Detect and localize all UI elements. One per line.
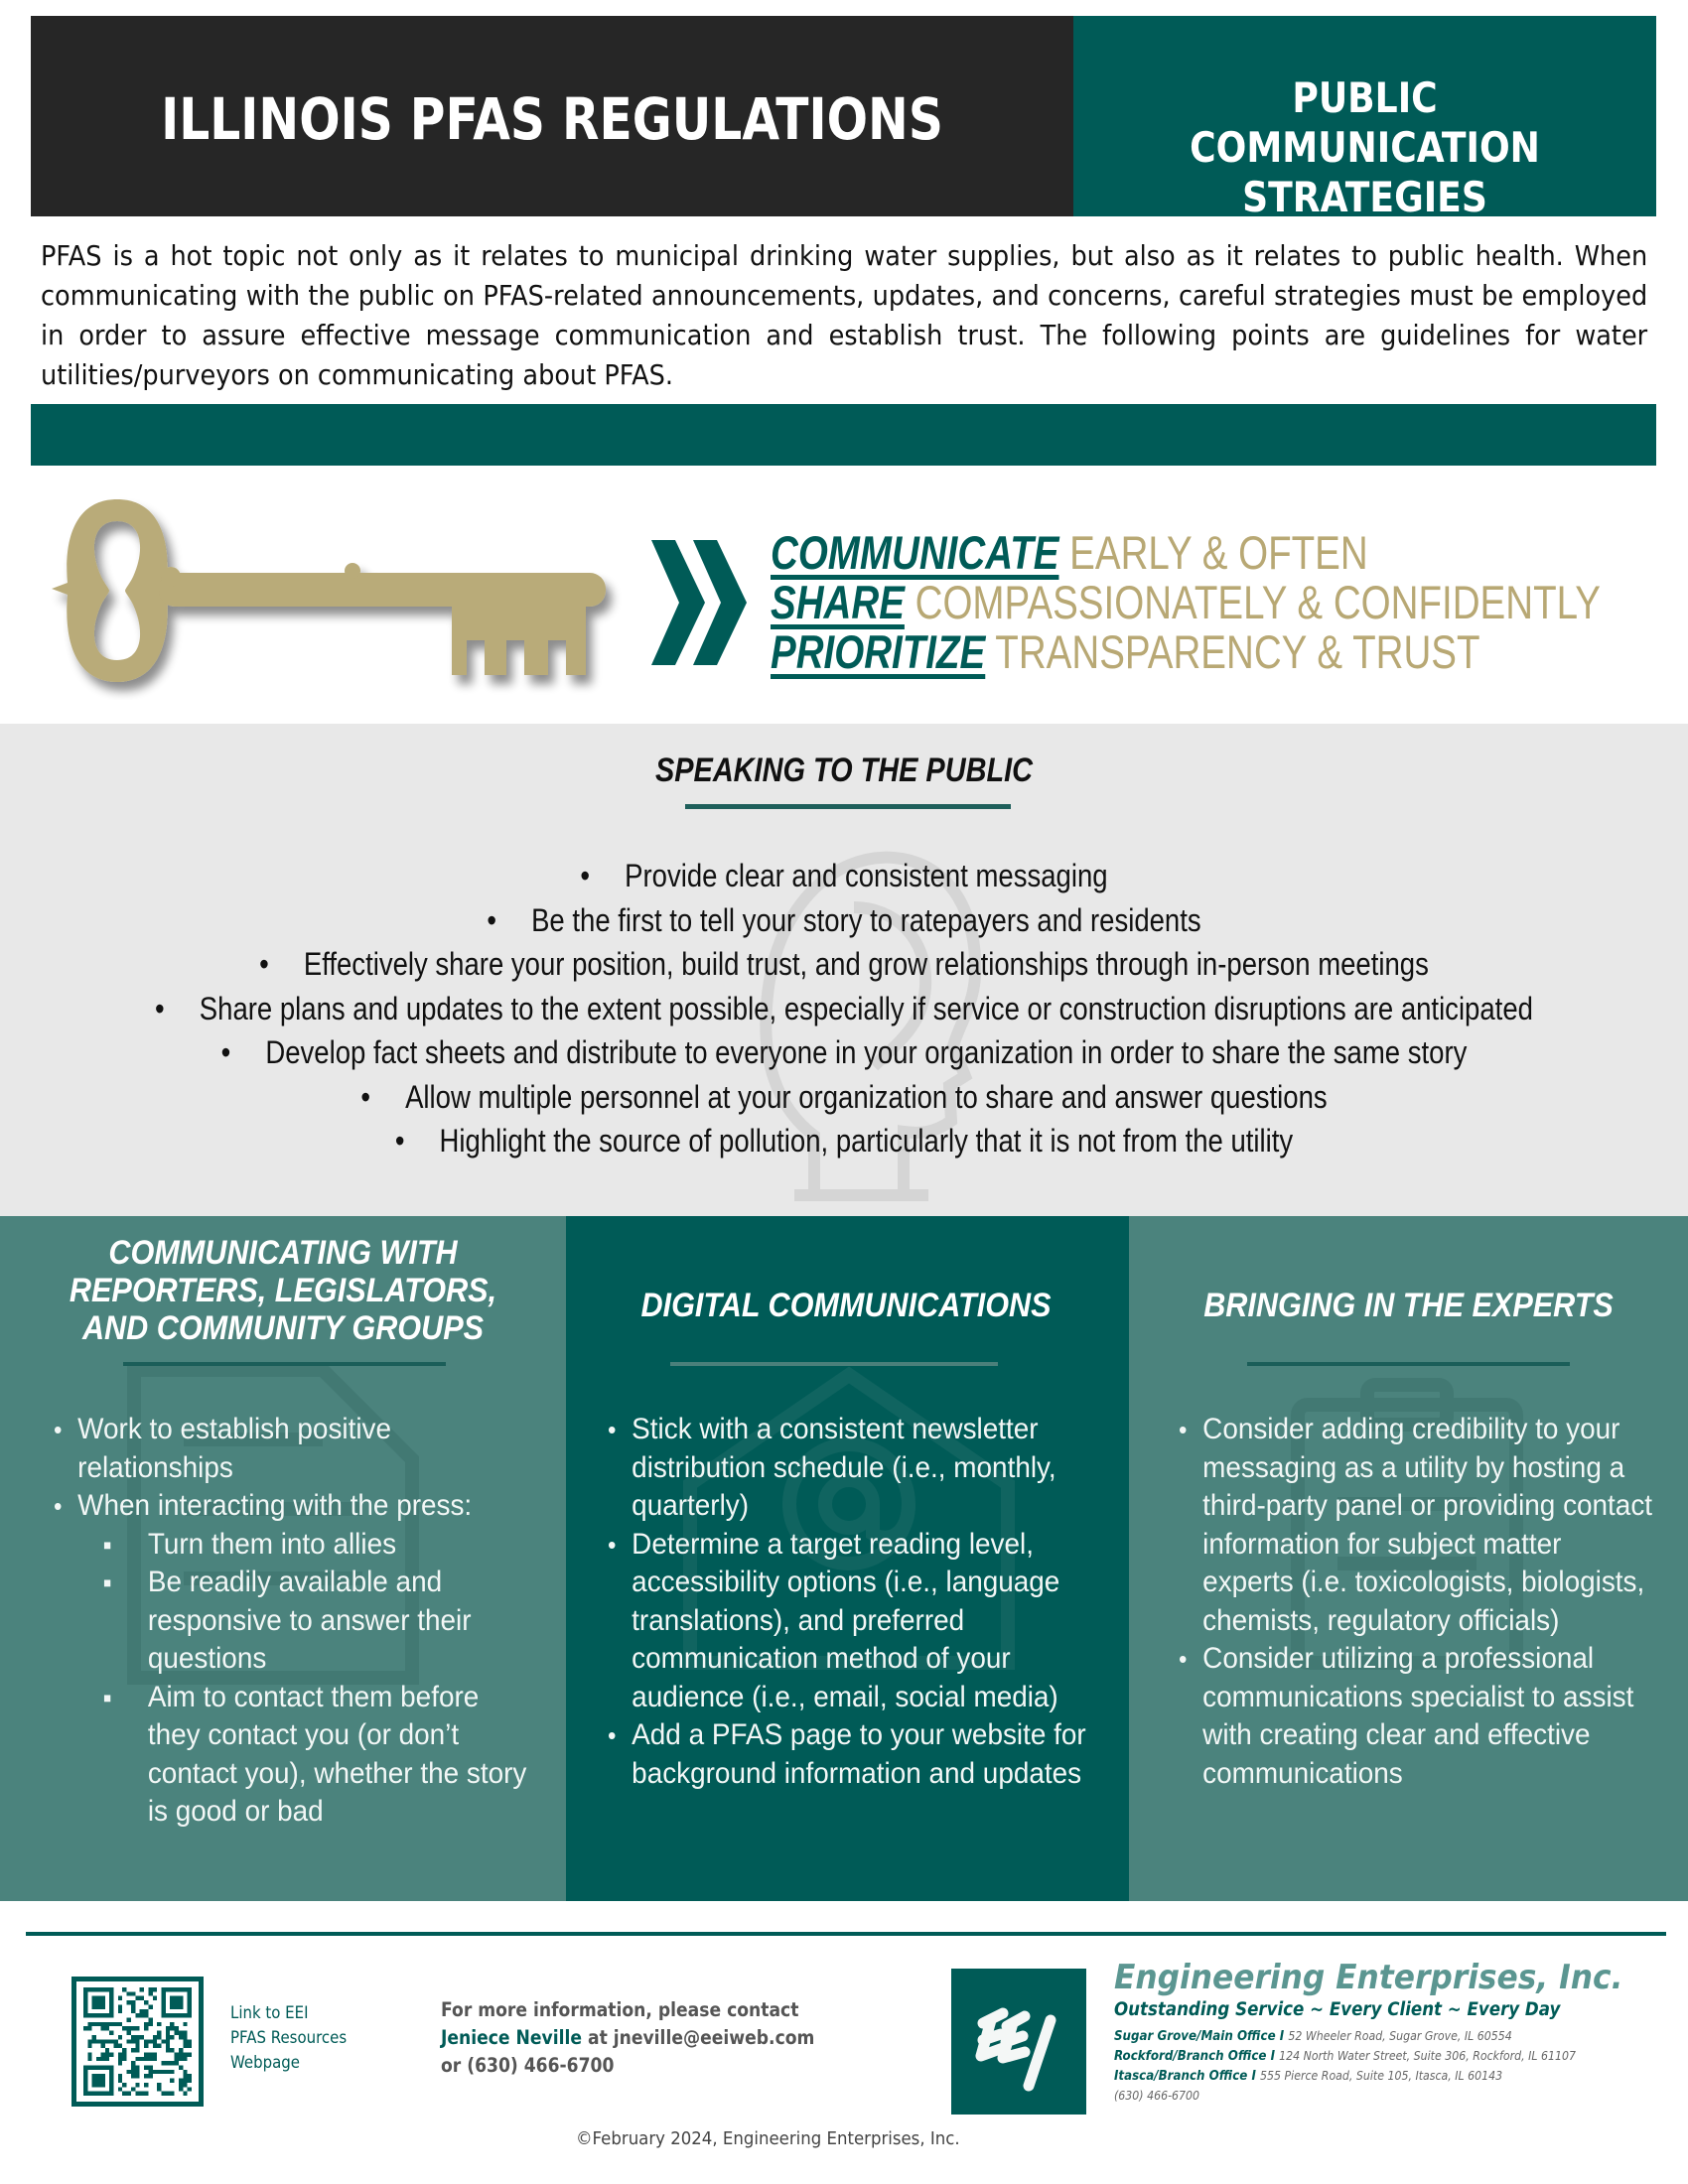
column-title: BRINGING IN THE EXPERTS <box>1203 1287 1614 1324</box>
company-block <box>1114 1958 1667 2105</box>
list-item: • Determine a target reading level, accessibility options (i.e., language translations), and preferred communication method of your audience (i.e., email, social media) <box>608 1526 1102 1717</box>
list-item: • Work to establish positive relationships <box>54 1411 534 1487</box>
copyright: ©February 2024, Engineering Enterprises, Inc. <box>576 2128 960 2149</box>
contact-info <box>441 1996 814 2080</box>
title-underline <box>685 804 1011 809</box>
motto-prioritize <box>771 627 1480 677</box>
list-item: • Share plans and updates to the extent possible, especially if service or construction disruptions are anticipated <box>155 990 1533 1026</box>
company-name: Engineering Enterprises, Inc. <box>1114 1958 1623 1997</box>
list-item: • Add a PFAS page to your website for background information and updates <box>608 1716 1102 1793</box>
list-item: • Consider utilizing a professional communications specialist to assist with creating clear and effective communications <box>1179 1640 1659 1793</box>
motto-verb: PRIORITIZE <box>771 625 986 678</box>
subtitle-line-1: PUBLIC COMMUNICATION <box>1190 73 1540 172</box>
office-line: Sugar Grove/Main Office I 52 Wheeler Road, Sugar Grove, IL 60554 <box>1114 2028 1512 2044</box>
column-title: COMMUNICATING WITH REPORTERS, LEGISLATORS, AND COMMUNITY GROUPS <box>69 1234 497 1347</box>
speaking-to-public-section <box>0 724 1688 1216</box>
footer-divider <box>26 1932 1666 1936</box>
section-title: SPEAKING TO THE PUBLIC <box>654 751 1034 789</box>
column-digital-communications <box>566 1216 1126 1901</box>
speaking-list <box>0 854 1688 1163</box>
list-item: • Develop fact sheets and distribute to everyone in your organization in order to share the same story <box>220 1034 1468 1070</box>
double-chevron-right-icon <box>649 538 749 667</box>
contact-name: Jeniece Neville <box>441 2026 583 2049</box>
list-item: • Effectively share your position, build trust, and grow relationships through in-person meetings <box>259 946 1429 982</box>
contact-intro: For more information, please contact <box>441 1998 799 2021</box>
contact-email[interactable]: at jneville@eeiweb.com <box>582 2026 815 2049</box>
sub-list-item: ■ Turn them into allies <box>54 1526 534 1565</box>
qr-link-label[interactable]: Link to EEI PFAS Resources Webpage <box>230 2003 348 2073</box>
company-tagline: Outstanding Service ~ Every Client ~ Every Day <box>1114 1999 1561 2020</box>
office-line: Itasca/Branch Office I 555 Pierce Road, Suite 105, Itasca, IL 60143 <box>1114 2068 1503 2084</box>
list-item: • When interacting with the press: <box>54 1487 534 1526</box>
office-line: Rockford/Branch Office I 124 North Water Street, Suite 306, Rockford, IL 61107 <box>1114 2048 1577 2064</box>
motto-rest: EARLY & OFTEN <box>1069 526 1368 579</box>
list-item: • Consider adding credibility to your messaging as a utility by hosting a third-party panel or providing contact information for subject matter experts (i.e. toxicologists, biologists, chemists, regulatory officials) <box>1179 1411 1659 1640</box>
list-item: • Provide clear and consistent messaging <box>580 858 1108 893</box>
sub-list-item: ■ Aim to contact them before they contact you (or don’t contact you), whether the story is good or bad <box>54 1679 534 1832</box>
list-item: • Stick with a consistent newsletter distribution schedule (i.e., monthly, quarterly) <box>608 1411 1102 1526</box>
list-item: • Allow multiple personnel at your organization to share and answer questions <box>360 1078 1328 1115</box>
list-item: • Be the first to tell your story to ratepayers and residents <box>487 901 1201 938</box>
column-list <box>608 1411 1102 1793</box>
eei-logo <box>951 1969 1086 2115</box>
motto-rest: COMPASSIONATELY & CONFIDENTLY <box>914 576 1601 628</box>
divider-band <box>31 404 1656 466</box>
motto-rest: TRANSPARENCY & TRUST <box>995 625 1480 678</box>
title-underline <box>670 1362 998 1366</box>
key-icon <box>30 491 665 700</box>
page-title: ILLINOIS PFAS REGULATIONS <box>161 85 943 153</box>
company-phone: (630) 466-6700 <box>1114 2088 1200 2103</box>
column-title: DIGITAL COMMUNICATIONS <box>640 1287 1052 1324</box>
column-list <box>1179 1411 1659 1793</box>
column-list <box>54 1411 534 1832</box>
title-underline <box>123 1362 446 1366</box>
sub-list-item: ■ Be readily available and responsive to answer their questions <box>54 1564 534 1679</box>
motto-share <box>771 578 1601 627</box>
contact-phone: or (630) 466-6700 <box>441 2054 615 2077</box>
page-subtitle <box>1114 73 1616 222</box>
list-item: • Highlight the source of pollution, particularly that it is not from the utility <box>394 1123 1294 1159</box>
column-bringing-experts <box>1126 1216 1688 1901</box>
motto-verb: SHARE <box>771 576 905 628</box>
qr-code-icon[interactable] <box>71 1977 204 2107</box>
title-underline <box>1247 1362 1570 1366</box>
subtitle-line-2: STRATEGIES <box>1242 173 1487 221</box>
motto-communicate <box>771 528 1368 578</box>
intro-paragraph: PFAS is a hot topic not only as it relates to municipal drinking water supplies, but also as it relates to public health. When communicating with the public on PFAS-related announcements, updates, and concerns, careful strategies must be employed in order to assure effective message communication and establish trust. The following points are guidelines for water utilities/purveyors on communicating about PFAS. <box>41 240 1648 391</box>
column-reporters-legislators <box>0 1216 566 1901</box>
header-subtitle-block <box>1073 16 1656 221</box>
header-title-block <box>31 16 1073 216</box>
motto-verb: COMMUNICATE <box>771 526 1059 579</box>
